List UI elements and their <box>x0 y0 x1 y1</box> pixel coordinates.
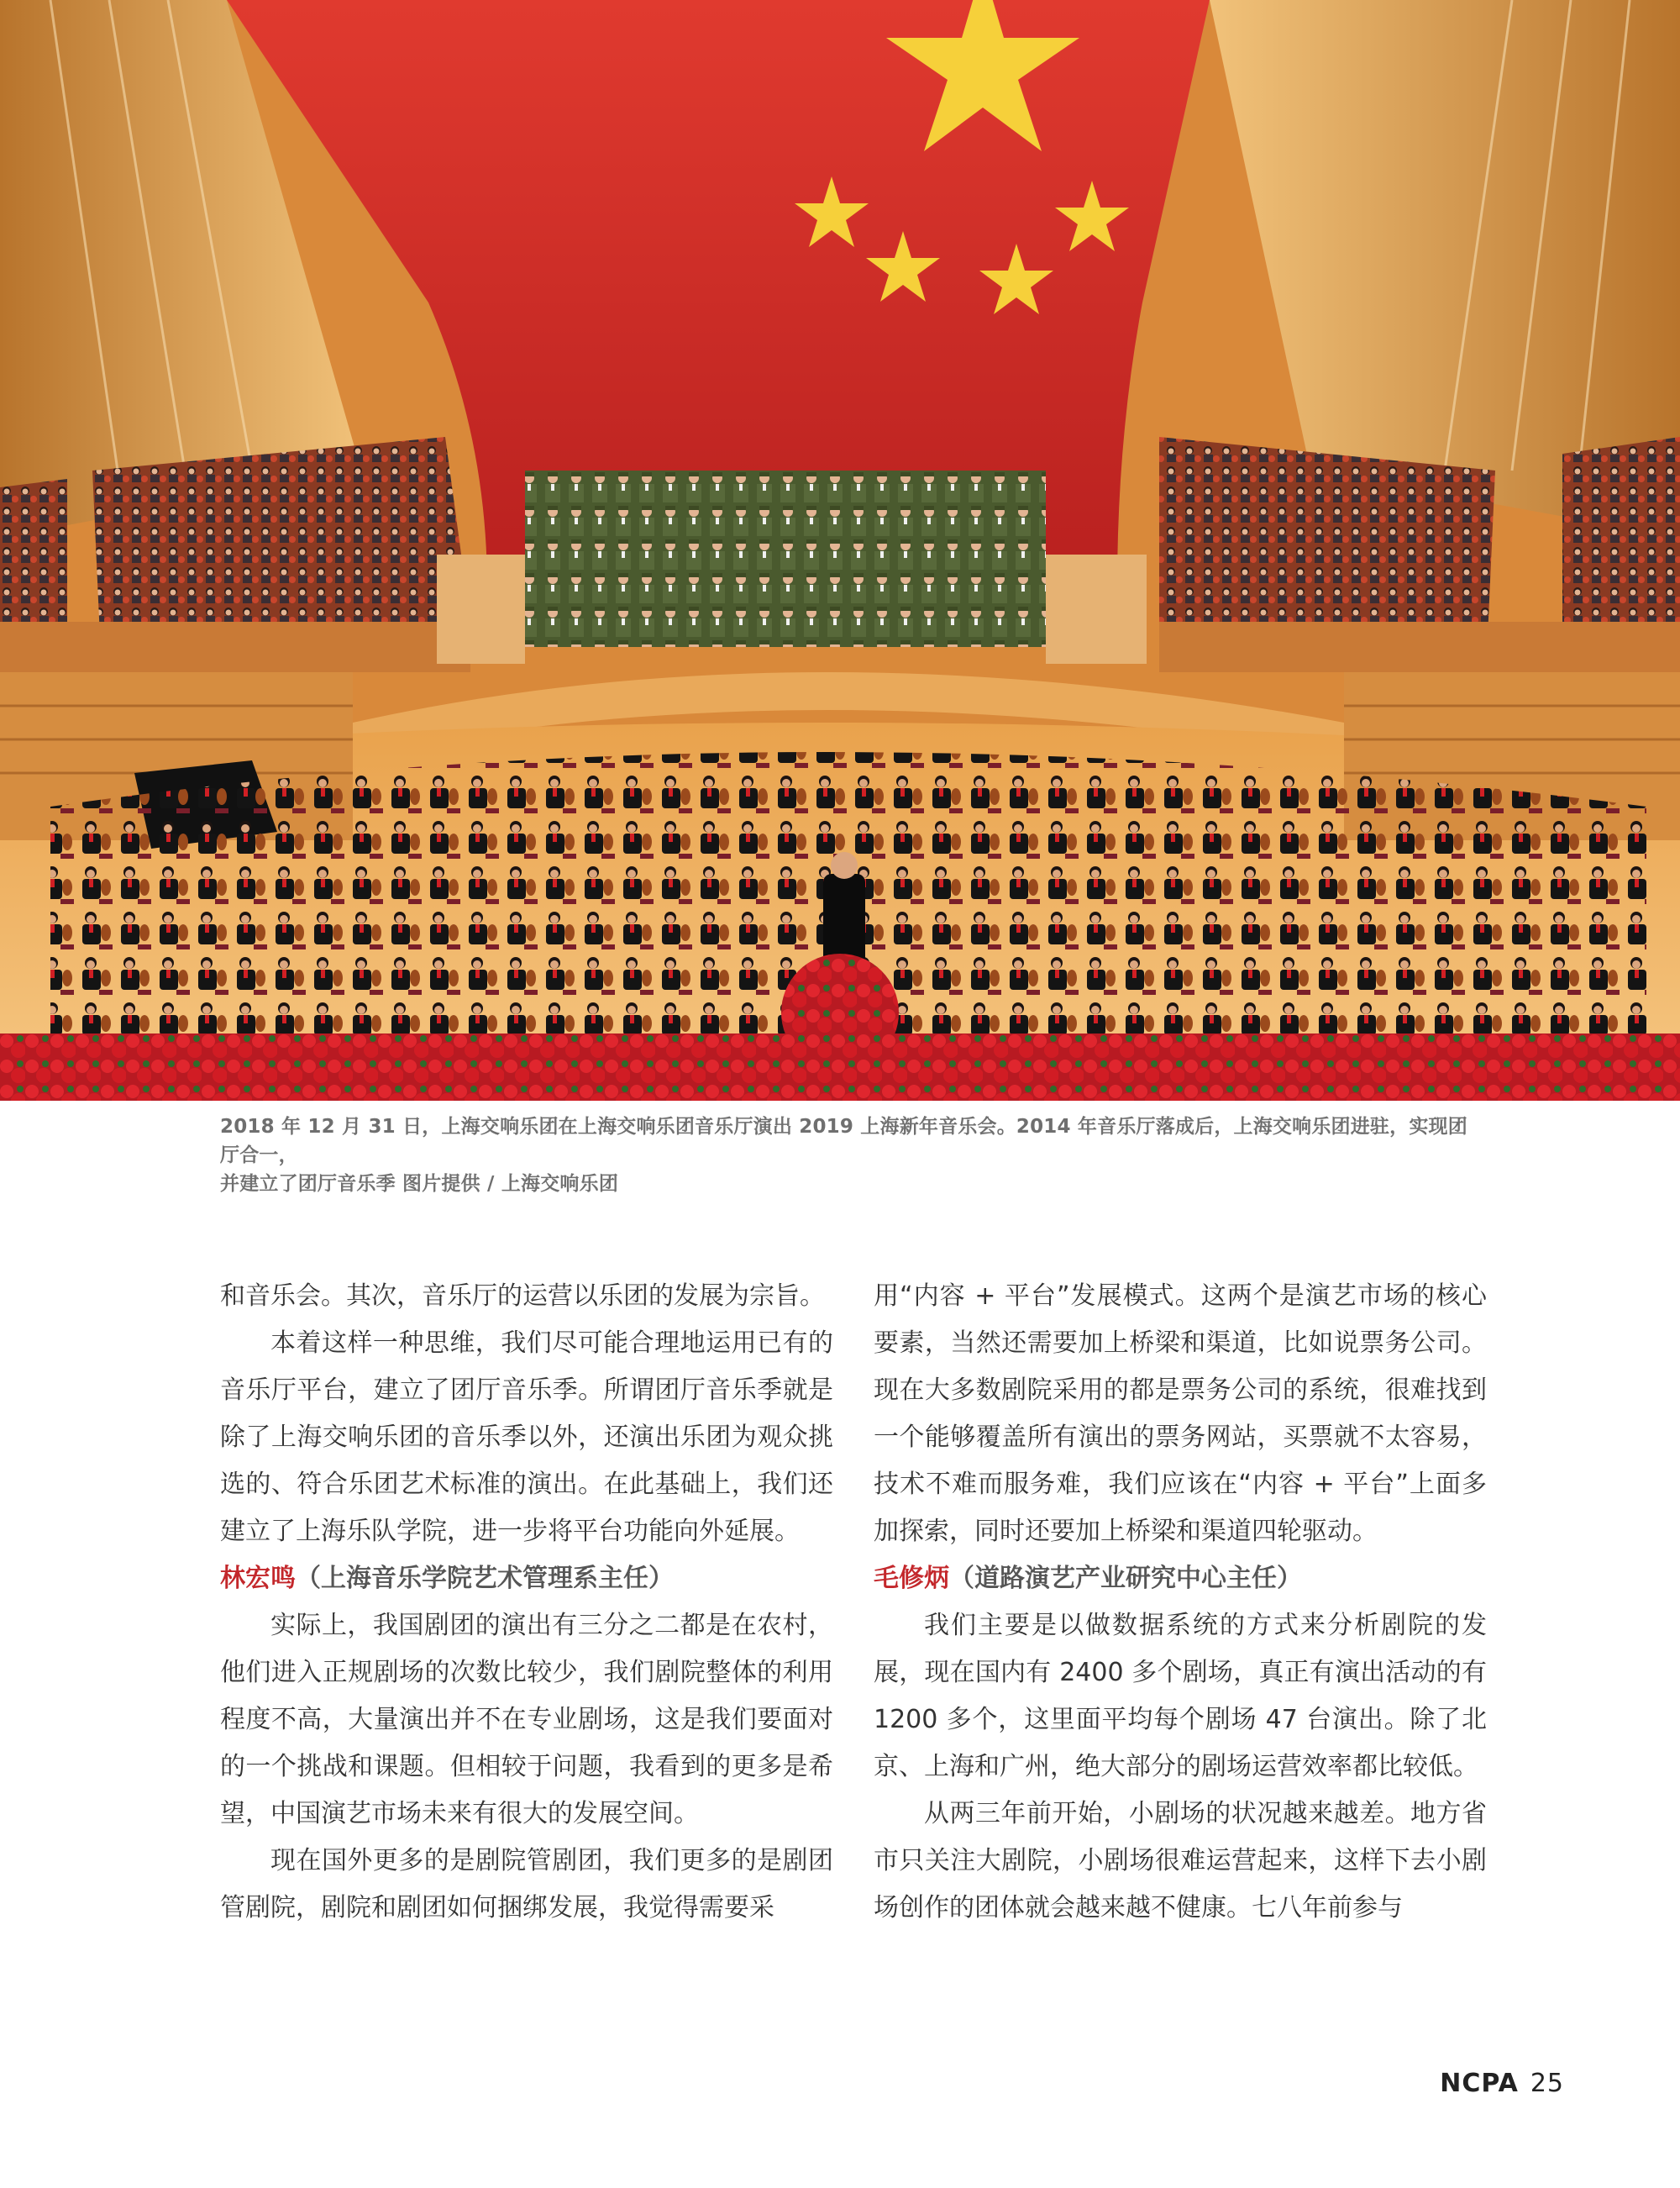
speaker-name: 林宏鸣 <box>220 1564 296 1593</box>
photo-caption <box>220 1112 1480 1198</box>
paragraph: 本着这样一种思维，我们尽可能合理地运用已有的音乐厅平台，建立了团厅音乐季。所谓团厅音乐季就是除了上海交响乐团的音乐季以外，还演出乐团为观众挑选的、符合乐团艺术标准的演出。在此基础上，我们还建立了上海乐队学院，进一步将平台功能向外延展。 <box>220 1328 833 1546</box>
page-number: 25 <box>1530 2069 1564 2098</box>
caption-line-2: 并建立了团厅音乐季 图片提供 / 上海交响乐团 <box>220 1173 619 1195</box>
paragraph: 现在国外更多的是剧院管剧团，我们更多的是剧团管剧院，剧院和剧团如何捆绑发展，我觉得需要采 <box>220 1846 833 1922</box>
speaker-role: （上海音乐学院艺术管理系主任） <box>296 1564 674 1593</box>
paragraph: 我们主要是以做数据系统的方式来分析剧院的发展，现在国内有 2400 多个剧场，真正有演出活动的有 1200 多个，这里面平均每个剧场 47 台演出。除了北京、上海和广州，绝大部分的剧场运营效率都比较低。 <box>874 1611 1487 1781</box>
speaker-heading <box>220 1555 833 1602</box>
caption-line-1: 2018 年 12 月 31 日，上海交响乐团在上海交响乐团音乐厅演出 2019 上海新年音乐会。2014 年音乐厅落成后，上海交响乐团进驻，实现团厅合一， <box>220 1116 1467 1166</box>
paragraph: 和音乐会。其次，音乐厅的运营以乐团的发展为宗旨。 <box>220 1281 825 1311</box>
right-text-column <box>874 1273 1487 1932</box>
paragraph: 实际上，我国剧团的演出有三分之二都是在农村，他们进入正规剧场的次数比较少，我们剧院整体的利用程度不高，大量演出并不在专业剧场，这是我们要面对的一个挑战和课题。但相较于问题，我看到的更多是希望，中国演艺市场未来有很大的发展空间。 <box>220 1611 833 1828</box>
speaker-heading <box>874 1555 1487 1602</box>
page-footer <box>1440 2069 1564 2098</box>
speaker-name: 毛修炳 <box>874 1564 949 1593</box>
left-text-column <box>220 1273 833 1932</box>
speaker-role: （道路演艺产业研究中心主任） <box>949 1564 1302 1593</box>
paragraph: 用“内容 + 平台”发展模式。这两个是演艺市场的核心要素，当然还需要加上桥梁和渠道，比如说票务公司。现在大多数剧院采用的都是票务公司的系统，很难找到一个能够覆盖所有演出的票务网站，买票就不太容易，技术不难而服务难，我们应该在“内容 + 平台”上面多加探索，同时还要加上桥梁和渠道四轮驱动。 <box>874 1281 1487 1546</box>
paragraph: 从两三年前开始，小剧场的状况越来越差。地方省市只关注大剧院，小剧场很难运营起来，这样下去小剧场创作的团体就会越来越不健康。七八年前参与 <box>874 1799 1487 1922</box>
publication-name: NCPA <box>1440 2069 1519 2098</box>
